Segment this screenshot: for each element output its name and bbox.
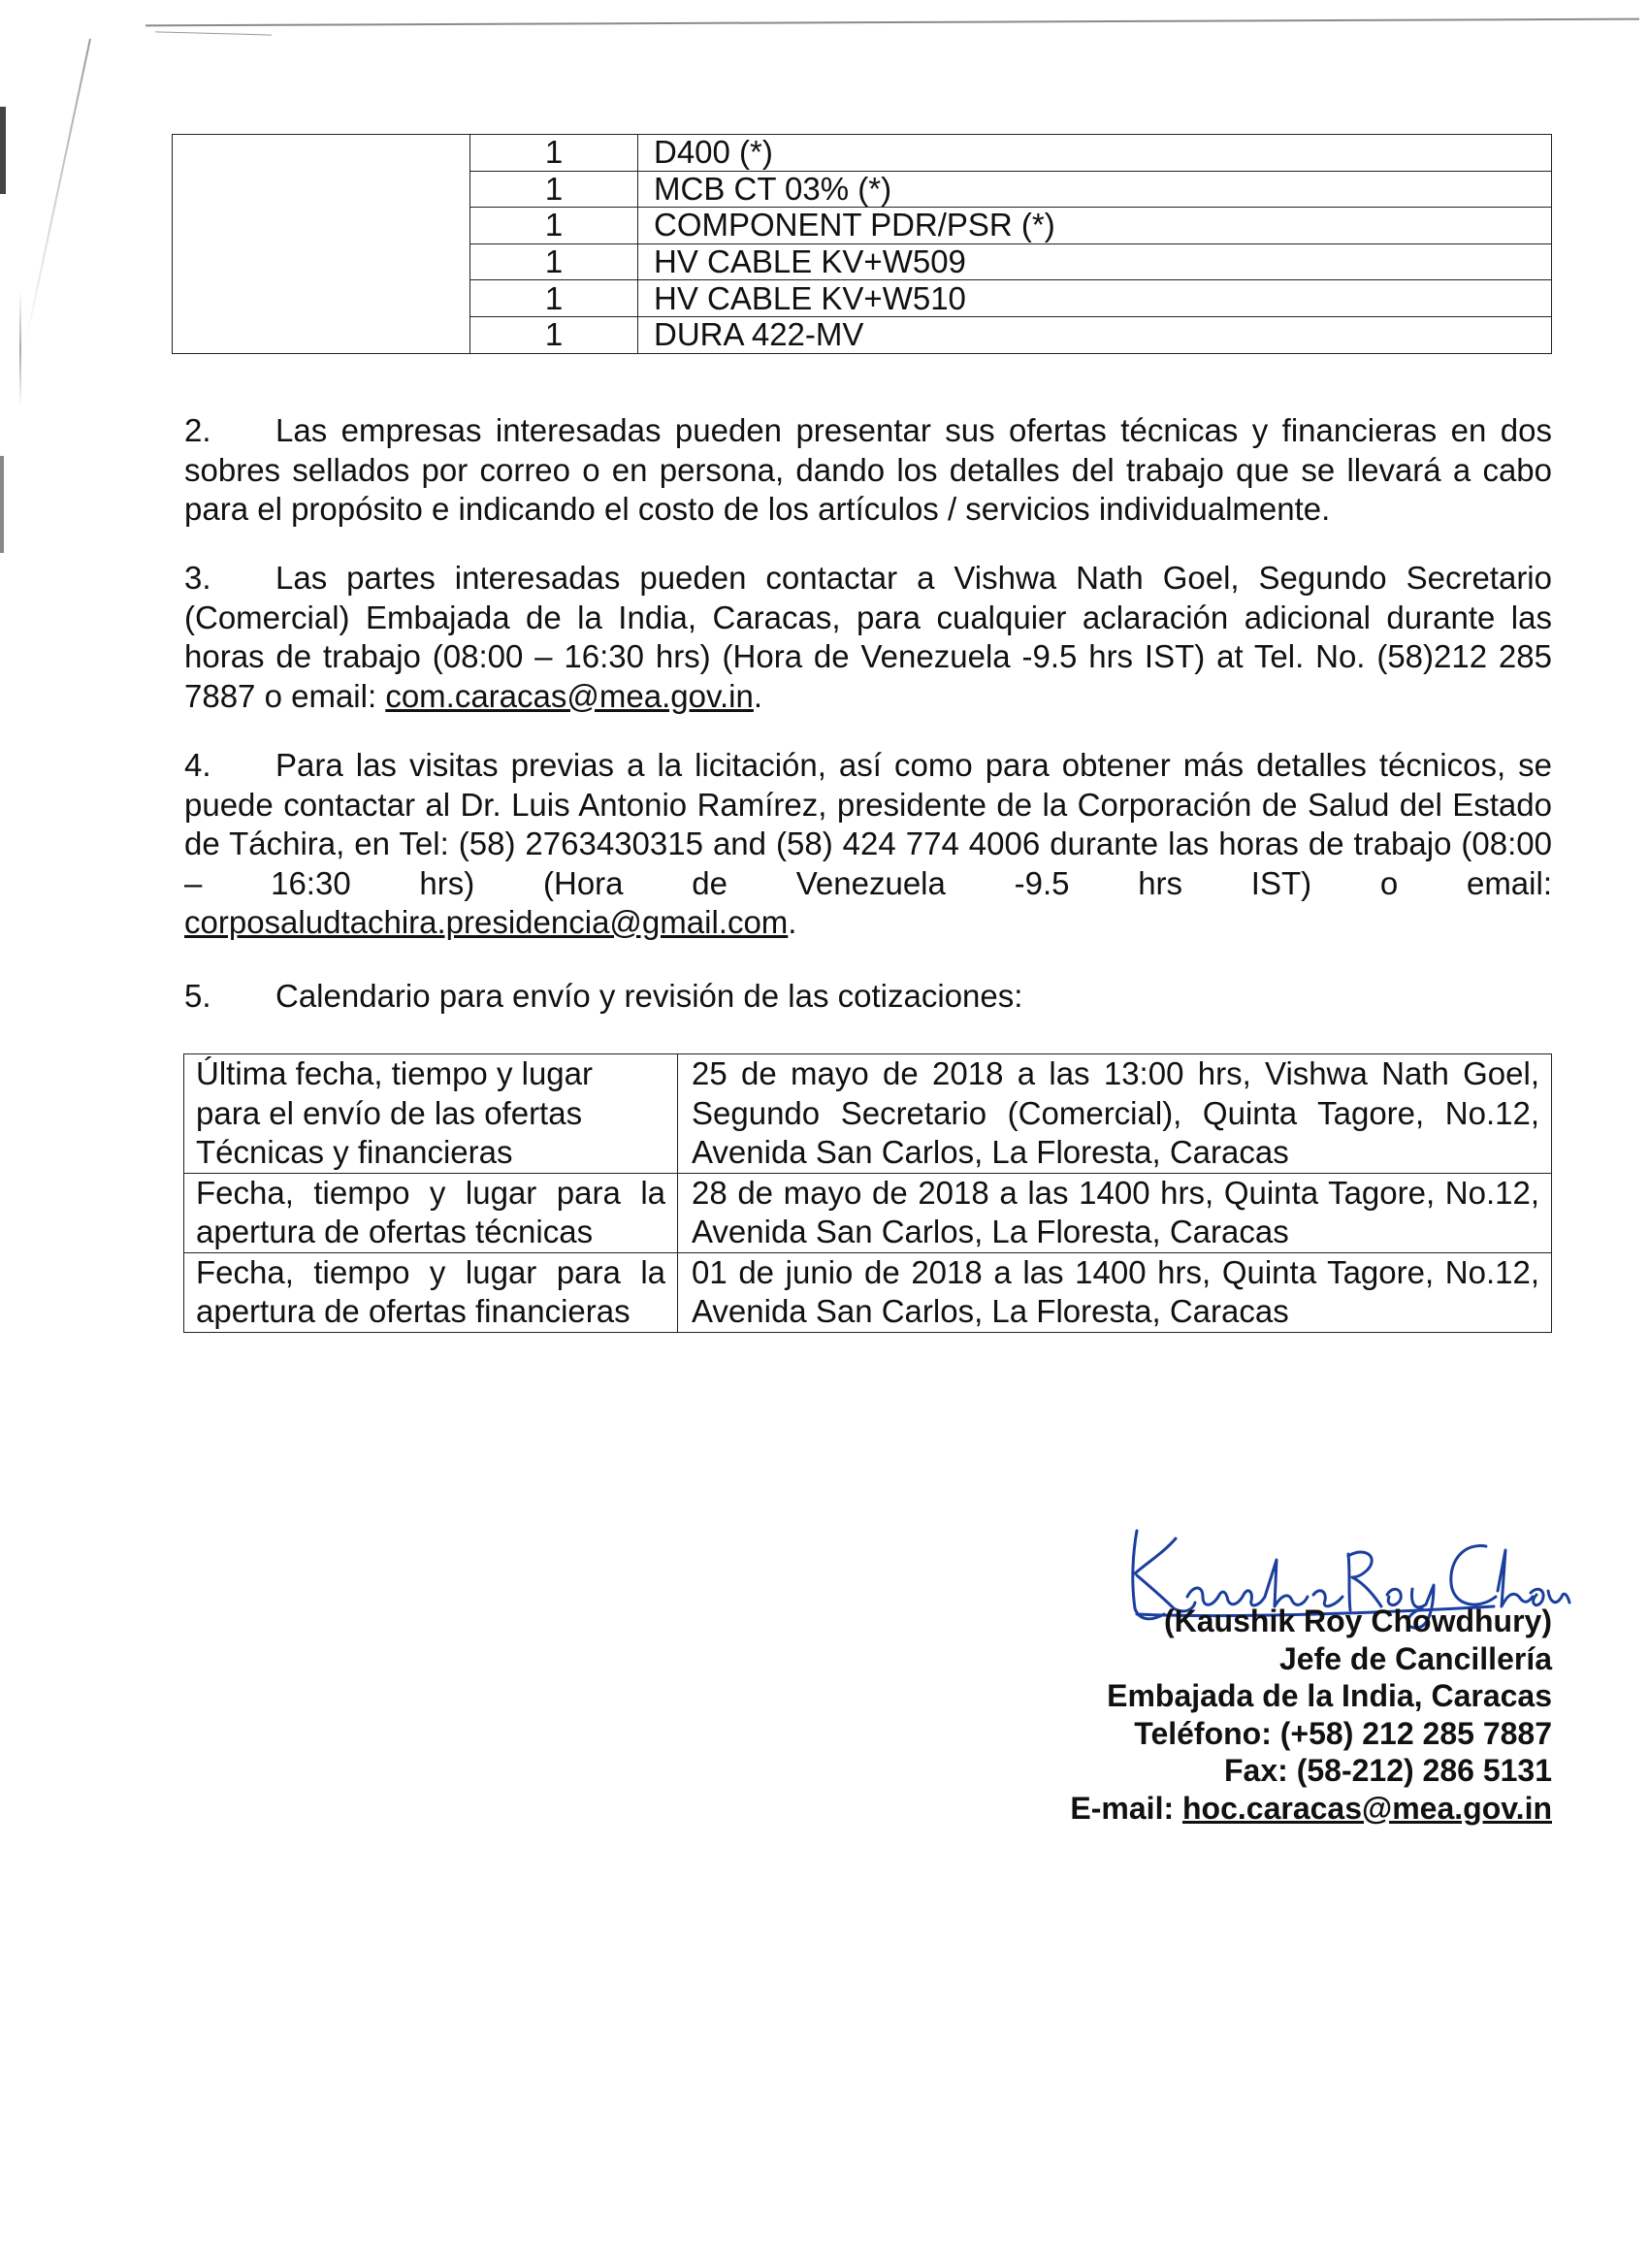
schedule-table — [183, 1053, 1552, 1333]
schedule-row — [184, 1252, 1552, 1332]
paragraph-5 — [184, 977, 1552, 1017]
scan-edge — [146, 18, 1639, 27]
item-quantity: 1 — [470, 280, 638, 317]
paragraph-3 — [184, 559, 1552, 716]
schedule-detail-line: Avenida San Carlos, La Floresta, Caracas — [692, 1293, 1289, 1329]
paragraph-number: 5. — [184, 978, 211, 1014]
schedule-detail-line: 25 de mayo de 2018 a las 13:00 hrs, Vishwa Nath Goel, — [692, 1055, 1539, 1091]
paragraph-text: Calendario para envío y revisión de las cotizaciones: — [275, 978, 1023, 1014]
schedule-table-body — [184, 1054, 1552, 1333]
paragraph-text: Las partes interesadas pueden contactar a Vishwa Nath Goel, Segundo Secretario (Comercial) Embajada de la India, Caracas, para cualquier aclaración adicional durante las horas de trabajo (08:00 – 16:30 hrs) (Hora de Venezuela -9.5 hrs IST) at Tel. No. (58)212 285 7887 o email: — [184, 560, 1552, 714]
paragraph-2 — [184, 411, 1552, 530]
schedule-detail-line: Segundo Secretario (Comercial), Quinta Tagore, No.12, — [692, 1094, 1539, 1131]
scan-edge — [19, 291, 21, 407]
item-description: D400 (*) — [638, 135, 1552, 172]
schedule-detail-cell — [678, 1054, 1552, 1174]
signatory-name: (Kaushik Roy Chowdhury) — [1163, 1604, 1552, 1638]
signature-block — [1070, 1603, 1552, 1827]
blank-cell — [173, 135, 470, 354]
scan-mark — [0, 107, 6, 194]
item-quantity: 1 — [470, 135, 638, 172]
item-description: DURA 422-MV — [638, 316, 1552, 353]
schedule-label-line: Técnicas y financieras — [196, 1134, 513, 1170]
signatory-phone: Teléfono: (+58) 212 285 7887 — [1134, 1715, 1552, 1751]
paragraph-text: Para las visitas previas a la licitación, así como para obtener más detalles técnicos, se puede contactar al Dr. Luis Antonio Ramírez, presidente de la Corporación de Salud del Estado de Táchira, en Tel: (58) 2763430315 and (58) 424 774 4006 durante las horas de trabajo (08:00 – 16:30 hrs) (Hora de Venezuela -9.5 hrs IST) o email: — [184, 747, 1552, 901]
schedule-detail-line: Avenida San Carlos, La Floresta, Caracas — [692, 1134, 1289, 1170]
schedule-label-line: apertura de ofertas técnicas — [196, 1214, 594, 1249]
schedule-detail-line: Avenida San Carlos, La Floresta, Caracas — [692, 1214, 1289, 1249]
scan-edge — [24, 39, 90, 342]
signatory-fax: Fax: (58-212) 286 5131 — [1224, 1753, 1552, 1788]
item-row — [173, 135, 1552, 172]
paragraph-4 — [184, 746, 1552, 943]
signatory-organization: Embajada de la India, Caracas — [1107, 1678, 1552, 1713]
item-quantity: 1 — [470, 208, 638, 244]
item-quantity: 1 — [470, 243, 638, 280]
schedule-detail-cell — [678, 1173, 1552, 1252]
item-description: HV CABLE KV+W509 — [638, 243, 1552, 280]
paragraph-number: 3. — [184, 560, 211, 596]
schedule-detail-line: 28 de mayo de 2018 a las 1400 hrs, Quinta Tagore, No.12, — [692, 1174, 1539, 1211]
item-description: HV CABLE KV+W510 — [638, 280, 1552, 317]
email-link[interactable]: corposaludtachira.presidencia@gmail.com — [184, 904, 789, 940]
schedule-row — [184, 1173, 1552, 1252]
schedule-detail-cell — [678, 1252, 1552, 1332]
schedule-detail-line: 01 de junio de 2018 a las 1400 hrs, Quinta Tagore, No.12, — [692, 1253, 1539, 1290]
schedule-label-cell — [184, 1054, 678, 1174]
paragraph-number: 2. — [184, 412, 211, 448]
schedule-label-cell — [184, 1173, 678, 1252]
scan-edge — [155, 31, 272, 35]
signatory-title: Jefe de Cancillería — [1278, 1640, 1552, 1676]
paragraph-text: Las empresas interesadas pueden presentar sus ofertas técnicas y financieras en dos sobres sellados por correo o en persona, dando los detalles del trabajo que se llevará a cabo para el propósito e indicando el costo de los artículos / servicios individualmente. — [184, 412, 1552, 527]
email-label: E-mail: — [1070, 1790, 1182, 1826]
schedule-label-line: para el envío de las ofertas — [196, 1094, 583, 1131]
schedule-label-line: Fecha, tiempo y lugar para la — [196, 1253, 665, 1290]
paragraph-number: 4. — [184, 747, 211, 783]
signatory-email-link[interactable]: hoc.caracas@mea.gov.in — [1182, 1790, 1552, 1826]
items-table-body — [173, 135, 1552, 354]
schedule-label-cell — [184, 1252, 678, 1332]
signatory-email-line — [1070, 1790, 1552, 1828]
item-description: COMPONENT PDR/PSR (*) — [638, 208, 1552, 244]
schedule-label-line: apertura de ofertas financieras — [196, 1293, 630, 1329]
schedule-row — [184, 1054, 1552, 1174]
schedule-label-line: Última fecha, tiempo y lugar — [196, 1055, 594, 1091]
paragraph-end: . — [788, 904, 797, 940]
items-table — [172, 134, 1552, 354]
schedule-label-line: Fecha, tiempo y lugar para la — [196, 1174, 665, 1211]
item-quantity: 1 — [470, 171, 638, 208]
item-description: MCB CT 03% (*) — [638, 171, 1552, 208]
paragraph-end: . — [753, 677, 763, 714]
item-quantity: 1 — [470, 316, 638, 353]
email-link[interactable]: com.caracas@mea.gov.in — [385, 677, 754, 714]
scan-mark — [0, 456, 4, 553]
